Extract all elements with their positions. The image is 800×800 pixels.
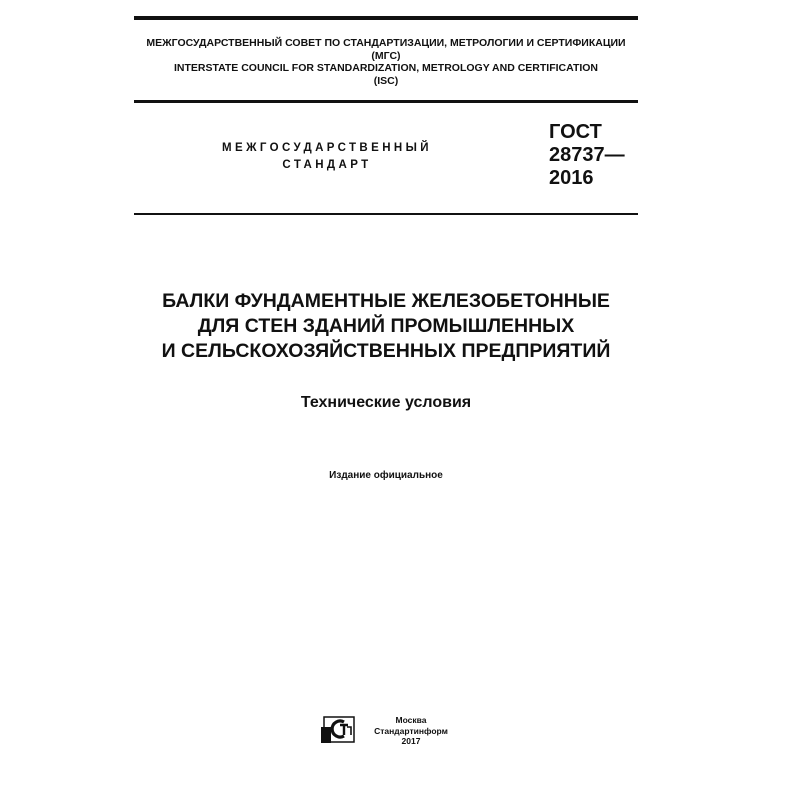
council-ru-abbrev: (МГС): [371, 49, 401, 62]
document-subtitle: Технические условия: [300, 394, 472, 411]
council-header: [134, 37, 638, 87]
edition-note: Издание официальное: [329, 470, 443, 481]
standard-type-line1: МЕЖГОСУДАРСТВЕННЫЙ: [222, 142, 432, 154]
gost-label: ГОСТ: [549, 121, 602, 143]
publisher-city: Москва: [395, 715, 427, 725]
top-rule: [134, 16, 638, 20]
council-en-abbrev: (ISC): [373, 74, 399, 87]
council-ru-name: МЕЖГОСУДАРСТВЕННЫЙ СОВЕТ ПО СТАНДАРТИЗАЦИИ, МЕТРОЛОГИИ И СЕРТИФИКАЦИИ: [146, 37, 626, 49]
bottom-rule: [134, 213, 638, 215]
title-line3: И СЕЛЬСКОХОЗЯЙСТВЕННЫХ ПРЕДПРИЯТИЙ: [161, 340, 611, 362]
gost-year: 2016: [549, 167, 594, 189]
gost-designation: [549, 121, 625, 190]
document-title: [100, 289, 672, 364]
title-line1: БАЛКИ ФУНДАМЕНТНЫЕ ЖЕЛЕЗОБЕТОННЫЕ: [162, 290, 610, 312]
standartinform-logo-icon: [320, 715, 360, 745]
publisher-info: [356, 715, 466, 747]
council-en-name: INTERSTATE COUNCIL FOR STANDARDIZATION, METROLOGY AND CERTIFICATION: [173, 62, 599, 74]
publisher-year: 2017: [401, 736, 421, 746]
publisher-name: Стандартинформ: [374, 725, 448, 736]
title-line2: ДЛЯ СТЕН ЗДАНИЙ ПРОМЫШЛЕННЫХ: [197, 315, 575, 337]
standard-type-line2: СТАНДАРТ: [282, 159, 372, 171]
standard-type: [192, 140, 462, 174]
gost-number: 28737—: [549, 144, 625, 166]
middle-rule: [134, 100, 638, 103]
